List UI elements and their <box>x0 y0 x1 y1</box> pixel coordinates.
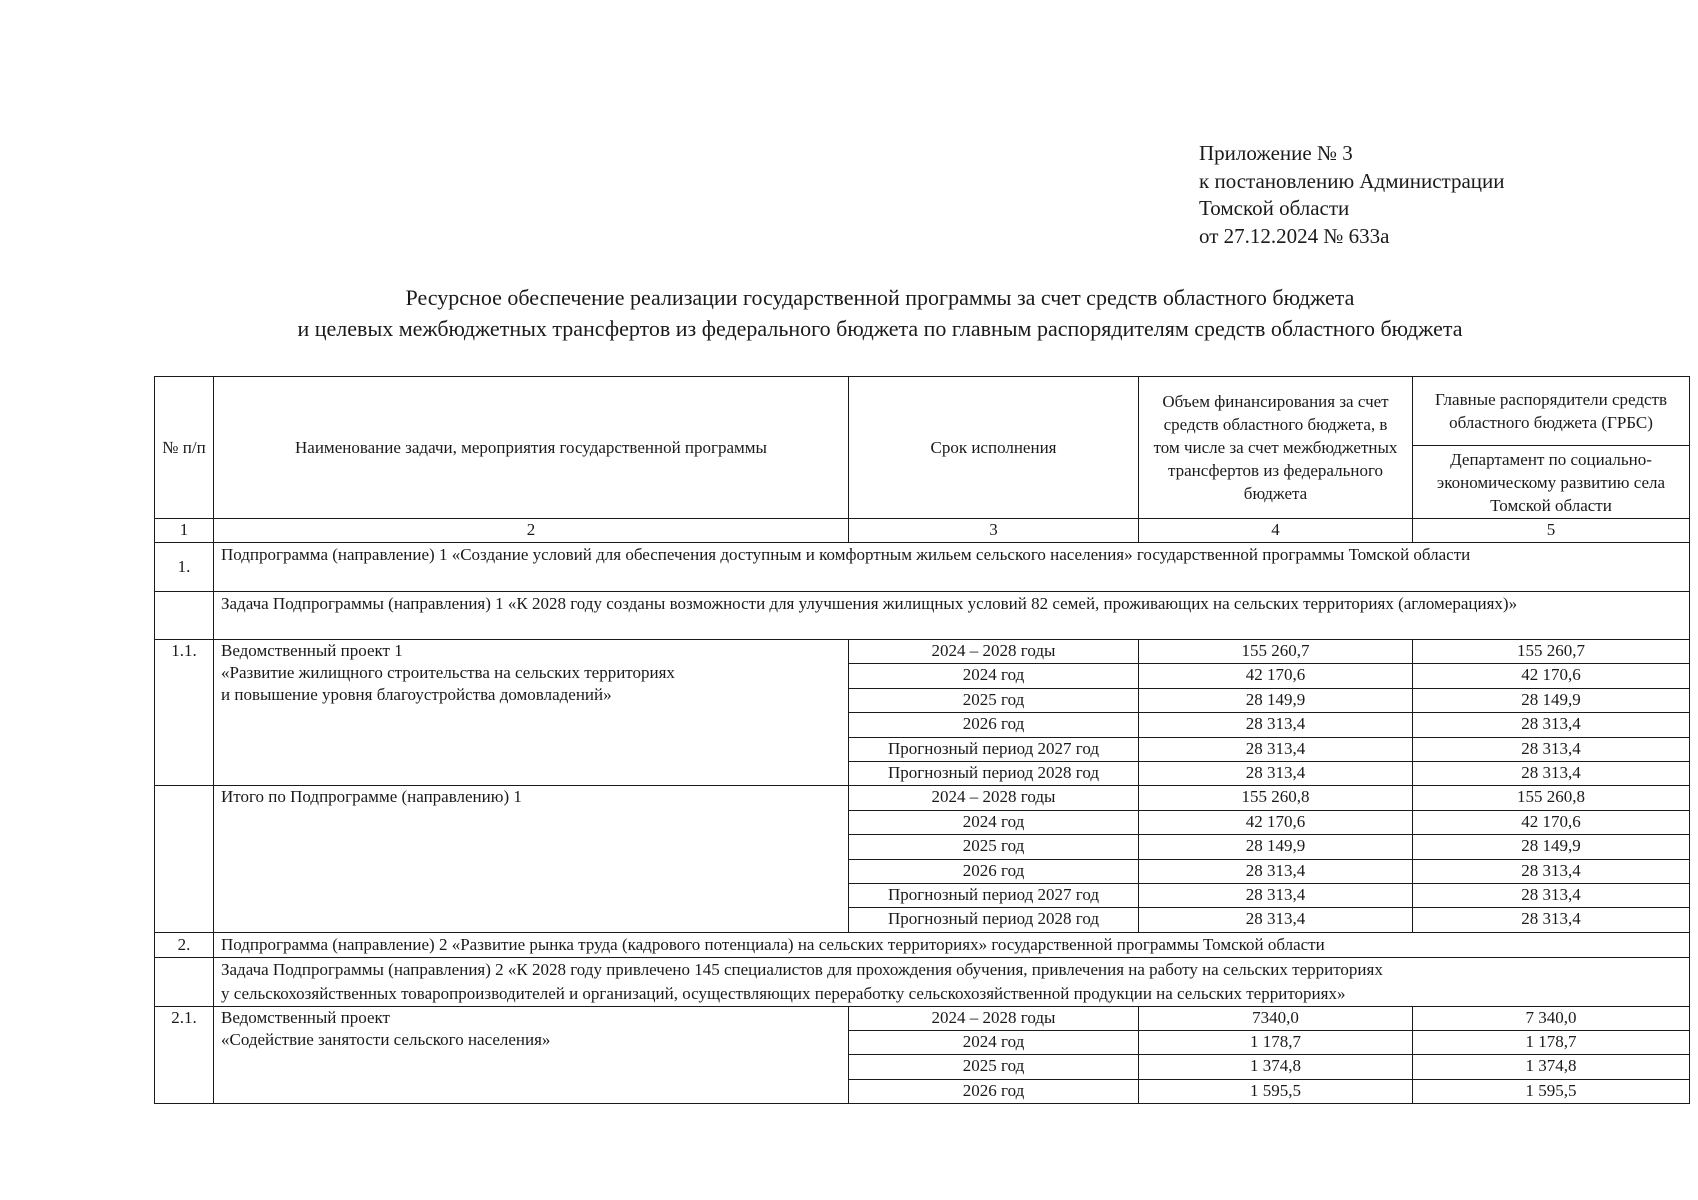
term-cell: 2025 год <box>849 1055 1139 1079</box>
column-number: 4 <box>1139 519 1413 543</box>
task-title: Задача Подпрограммы (направления) 1 «К 2028 году созданы возможности для улучшения жилищных условий 82 семей, проживающих на сельских территориях (агломерациях)» <box>214 592 1690 640</box>
grbs-cell: 28 313,4 <box>1413 859 1690 883</box>
column-numbers-row <box>155 519 1690 543</box>
column-number: 3 <box>849 519 1139 543</box>
term-cell: 2024 год <box>849 810 1139 834</box>
project-name-line: и повышение уровня благоустройства домовладений» <box>221 685 612 704</box>
volume-cell: 28 313,4 <box>1139 859 1413 883</box>
term-cell: 2025 год <box>849 835 1139 859</box>
column-number: 1 <box>155 519 214 543</box>
project-name-line: «Содействие занятости сельского населения» <box>221 1029 551 1049</box>
grbs-cell: 28 313,4 <box>1413 761 1690 785</box>
grbs-cell: 1 374,8 <box>1413 1055 1690 1079</box>
column-number: 2 <box>214 519 849 543</box>
header-grbs-dept: Департамент по социально-экономическому развитию села Томской области <box>1413 446 1690 519</box>
volume-cell: 42 170,6 <box>1139 810 1413 834</box>
volume-cell: 28 149,9 <box>1139 835 1413 859</box>
term-cell: Прогнозный период 2028 год <box>849 908 1139 932</box>
subprogram-row <box>155 543 1690 592</box>
volume-cell: 28 313,4 <box>1139 713 1413 737</box>
task-row <box>155 592 1690 640</box>
task-row <box>155 957 1690 1006</box>
project-name <box>214 1006 849 1104</box>
term-cell: 2024 год <box>849 1031 1139 1055</box>
subprogram-title: Подпрограмма (направление) 2 «Развитие рынка труда (кадрового потенциала) на сельских территориях» государственной программы Томской области <box>214 932 1690 957</box>
grbs-cell: 28 149,9 <box>1413 688 1690 712</box>
volume-cell: 28 313,4 <box>1139 761 1413 785</box>
task-title-line: Задача Подпрограммы (направления) 2 «К 2028 году привлечено 145 специалистов для прохождения обучения, привлечения на работу на сельских территориях <box>221 959 1383 979</box>
title-line: и целевых межбюджетных трансфертов из федерального бюджета по главным распорядителям средств областного бюджета <box>297 316 1463 341</box>
grbs-cell: 42 170,6 <box>1413 810 1690 834</box>
task-title <box>214 957 1690 1006</box>
volume-cell: 28 313,4 <box>1139 908 1413 932</box>
grbs-cell: 28 313,4 <box>1413 737 1690 761</box>
header-volume: Объем финансирования за счет средств областного бюджета, в том числе за счет межбюджетных трансфертов из федерального бюджета <box>1139 377 1413 519</box>
volume-cell: 28 313,4 <box>1139 883 1413 907</box>
subprogram-row <box>155 932 1690 957</box>
table-row <box>155 640 1690 664</box>
term-cell: 2026 год <box>849 713 1139 737</box>
term-cell: 2025 год <box>849 688 1139 712</box>
grbs-cell: 155 260,8 <box>1413 786 1690 810</box>
volume-cell: 28 149,9 <box>1139 688 1413 712</box>
term-cell: 2026 год <box>849 859 1139 883</box>
grbs-cell: 28 313,4 <box>1413 908 1690 932</box>
row-number: 1.1. <box>155 640 214 786</box>
appendix-block <box>1199 140 1505 250</box>
document-title <box>130 282 1630 344</box>
title-line: Ресурсное обеспечение реализации государственной программы за счет средств областного бюджета <box>405 285 1355 310</box>
grbs-cell: 28 149,9 <box>1413 835 1690 859</box>
resource-table <box>154 376 1690 1104</box>
grbs-cell: 1 178,7 <box>1413 1031 1690 1055</box>
table-row <box>155 786 1690 810</box>
term-cell: Прогнозный период 2027 год <box>849 883 1139 907</box>
total-name: Итого по Подпрограмме (направлению) 1 <box>214 786 849 932</box>
volume-cell: 1 374,8 <box>1139 1055 1413 1079</box>
appendix-line: к постановлению Администрации <box>1199 168 1505 193</box>
column-number: 5 <box>1413 519 1690 543</box>
volume-cell: 1 178,7 <box>1139 1031 1413 1055</box>
task-title-line: у сельскохозяйственных товаропроизводителей и организаций, осуществляющих переработку сельскохозяйственной продукции на сельских территориях» <box>221 983 1346 1003</box>
appendix-line: Приложение № 3 <box>1199 141 1353 165</box>
volume-cell: 7340,0 <box>1139 1006 1413 1030</box>
row-number: 1. <box>155 543 214 592</box>
volume-cell: 155 260,7 <box>1139 640 1413 664</box>
row-number-empty <box>155 786 214 932</box>
project-name <box>214 640 849 786</box>
term-cell: 2024 – 2028 годы <box>849 786 1139 810</box>
header-row <box>155 377 1690 446</box>
header-num: № п/п <box>155 377 214 519</box>
subprogram-title: Подпрограмма (направление) 1 «Создание условий для обеспечения доступным и комфортным жильем сельского населения» государственной программы Томской области <box>214 543 1690 592</box>
grbs-cell: 1 595,5 <box>1413 1079 1690 1103</box>
row-number: 2.1. <box>155 1006 214 1104</box>
term-cell: Прогнозный период 2027 год <box>849 737 1139 761</box>
row-number-empty <box>155 592 214 640</box>
row-number: 2. <box>155 932 214 957</box>
volume-cell: 42 170,6 <box>1139 664 1413 688</box>
grbs-cell: 42 170,6 <box>1413 664 1690 688</box>
appendix-line: Томской области <box>1199 196 1350 220</box>
header-term: Срок исполнения <box>849 377 1139 519</box>
term-cell: 2024 – 2028 годы <box>849 640 1139 664</box>
header-name: Наименование задачи, мероприятия государственной программы <box>214 377 849 519</box>
volume-cell: 1 595,5 <box>1139 1079 1413 1103</box>
term-cell: Прогнозный период 2028 год <box>849 761 1139 785</box>
grbs-cell: 7 340,0 <box>1413 1006 1690 1030</box>
volume-cell: 155 260,8 <box>1139 786 1413 810</box>
term-cell: 2024 год <box>849 664 1139 688</box>
row-number-empty <box>155 957 214 1006</box>
appendix-line: от 27.12.2024 № 633а <box>1199 223 1390 248</box>
term-cell: 2024 – 2028 годы <box>849 1006 1139 1030</box>
header-grbs: Главные распорядители средств областного бюджета (ГРБС) <box>1413 377 1690 446</box>
project-name-line: Ведомственный проект 1 <box>221 641 403 660</box>
term-cell: 2026 год <box>849 1079 1139 1103</box>
project-name-line: «Развитие жилищного строительства на сельских территориях <box>221 663 675 682</box>
volume-cell: 28 313,4 <box>1139 737 1413 761</box>
grbs-cell: 155 260,7 <box>1413 640 1690 664</box>
grbs-cell: 28 313,4 <box>1413 883 1690 907</box>
table-row <box>155 1006 1690 1030</box>
grbs-cell: 28 313,4 <box>1413 713 1690 737</box>
project-name-line: Ведомственный проект <box>221 1007 390 1027</box>
